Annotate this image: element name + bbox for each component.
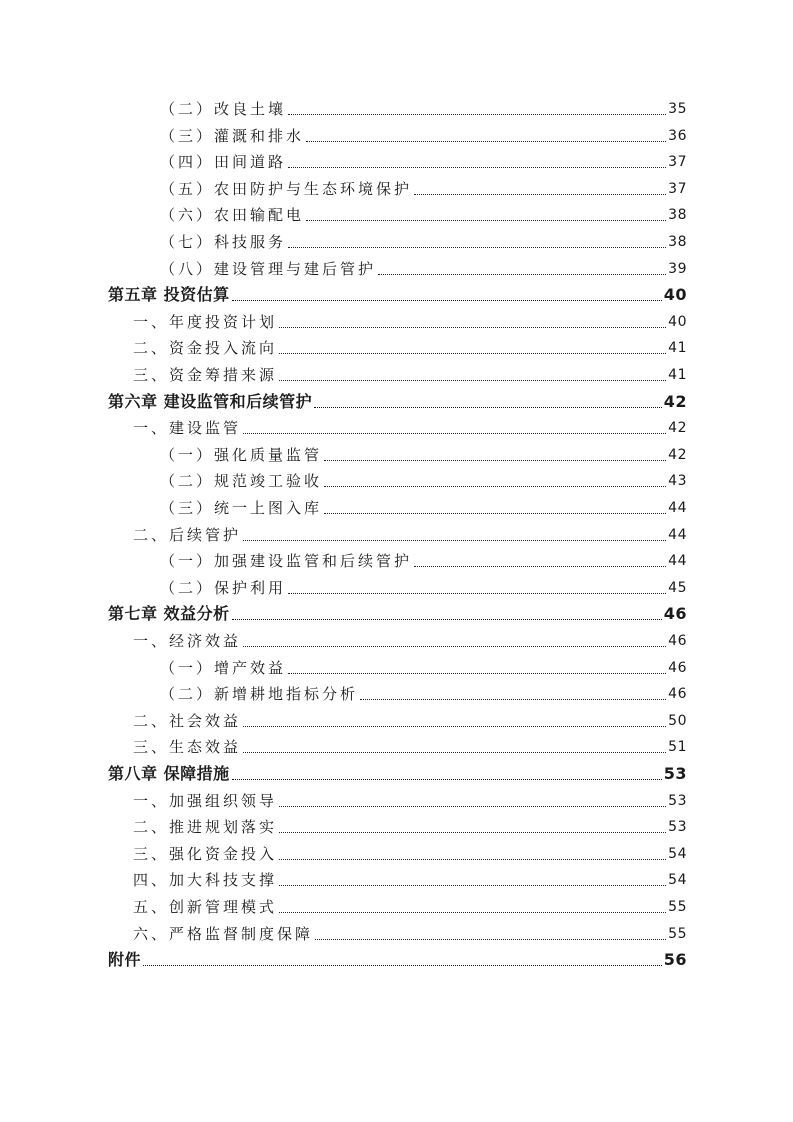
toc-entry-section[interactable] [133,522,687,546]
toc-entry-chapter[interactable] [108,601,687,625]
dot-leader [288,592,666,594]
toc-entry-section[interactable] [133,921,687,945]
toc-entry-page-number: 46 [668,660,687,676]
toc-entry-title: （八）建设管理与建后管护 [160,260,377,278]
dot-leader [288,672,666,674]
dot-leader [306,140,666,142]
toc-entry-title: （一）强化质量监管 [160,446,323,464]
toc-entry-title: （三）灌溉和排水 [160,127,305,145]
toc-entry-title: （五）农田防护与生态环境保护 [160,180,413,198]
toc-entry-sub[interactable] [160,468,687,492]
toc-entry-page-number: 45 [668,580,687,596]
toc-entry-page-number: 53 [663,764,687,783]
toc-entry-page-number: 55 [668,899,687,915]
toc-entry-page-number: 54 [668,846,687,862]
toc-entry-sub[interactable] [160,176,687,200]
toc-entry-title: 一、加强组织领导 [133,792,278,810]
toc-entry-page-number: 43 [668,473,687,489]
dot-leader [288,166,666,168]
toc-entry-page-number: 54 [668,872,687,888]
toc-entry-title: 一、年度投资计划 [133,313,278,331]
toc-entry-page-number: 42 [663,392,687,411]
toc-entry-sub[interactable] [160,681,687,705]
dot-leader [288,113,666,115]
toc-entry-page-number: 37 [668,154,687,170]
toc-entry-title: （三）统一上图入库 [160,499,323,517]
toc-entry-title: 三、强化资金投入 [133,845,278,863]
toc-entry-sub[interactable] [160,96,687,120]
toc-entry-page-number: 42 [668,420,687,436]
toc-entry-sub[interactable] [160,149,687,173]
toc-entry-title: 第八章 保障措施 [108,764,230,783]
toc-entry-title: （二）保护利用 [160,579,287,597]
toc-entry-page-number: 46 [663,604,687,623]
dot-leader [314,406,662,408]
dot-leader [243,725,666,727]
toc-entry-chapter[interactable] [108,282,687,306]
dot-leader [279,352,666,354]
dot-leader [378,273,666,275]
toc-entry-title: 六、严格监督制度保障 [133,925,314,943]
toc-entry-sub[interactable] [160,229,687,253]
toc-entry-sub[interactable] [160,123,687,147]
dot-leader [288,246,666,248]
dot-leader [414,193,666,195]
toc-entry-page-number: 41 [668,367,687,383]
dot-leader [279,831,666,833]
toc-entry-title: （七）科技服务 [160,233,287,251]
toc-entry-section[interactable] [133,734,687,758]
toc-entry-sub[interactable] [160,202,687,226]
toc-entry-title: 第七章 效益分析 [108,604,230,623]
toc-entry-title: 三、生态效益 [133,738,242,756]
toc-entry-title: 二、后续管护 [133,526,242,544]
dot-leader [306,219,666,221]
dot-leader [279,911,666,913]
toc-entry-sub[interactable] [160,256,687,280]
toc-entry-page-number: 38 [668,234,687,250]
dot-leader [360,698,666,700]
toc-entry-title: 一、建设监管 [133,419,242,437]
toc-entry-sub[interactable] [160,495,687,519]
dot-leader [315,938,666,940]
toc-entry-title: 附件 [108,950,142,969]
toc-entry-page-number: 55 [668,926,687,942]
dot-leader [279,805,666,807]
toc-entry-title: （二）新增耕地指标分析 [160,685,359,703]
toc-entry-page-number: 50 [668,713,687,729]
toc-entry-page-number: 44 [668,500,687,516]
dot-leader [232,618,662,620]
toc-entry-page-number: 53 [668,793,687,809]
dot-leader [232,299,662,301]
toc-entry-section[interactable] [133,894,687,918]
toc-entry-page-number: 41 [668,340,687,356]
toc-entry-title: 五、创新管理模式 [133,898,278,916]
toc-entry-page-number: 40 [663,285,687,304]
toc-entry-title: （二）规范竣工验收 [160,472,323,490]
toc-entry-section[interactable] [133,788,687,812]
dot-leader [279,884,666,886]
toc-entry-page-number: 46 [668,633,687,649]
dot-leader [243,539,666,541]
dot-leader [243,751,666,753]
dot-leader [324,512,666,514]
dot-leader [414,565,666,567]
dot-leader [279,326,666,328]
dot-leader [324,459,666,461]
toc-entry-title: （二）改良土壤 [160,100,287,118]
toc-entry-title: 二、推进规划落实 [133,818,278,836]
toc-entry-title: 二、资金投入流向 [133,339,278,357]
toc-entry-title: （一）加强建设监管和后续管护 [160,552,413,570]
toc-entry-page-number: 44 [668,527,687,543]
toc-entry-chapter[interactable] [108,947,687,971]
toc-entry-page-number: 56 [663,950,687,969]
toc-entry-page-number: 38 [668,207,687,223]
toc-entry-section[interactable] [133,415,687,439]
toc-entry-title: （六）农田输配电 [160,206,305,224]
toc-entry-title: 第五章 投资估算 [108,285,230,304]
toc-entry-section[interactable] [133,628,687,652]
toc-entry-sub[interactable] [160,442,687,466]
toc-entry-page-number: 51 [668,739,687,755]
dot-leader [243,432,666,434]
dot-leader [279,858,666,860]
toc-entry-title: 第六章 建设监管和后续管护 [108,392,313,411]
dot-leader [279,379,666,381]
toc-entry-title: 三、资金筹措来源 [133,366,278,384]
toc-entry-chapter[interactable] [108,389,687,413]
toc-entry-title: 四、加大科技支撑 [133,871,278,889]
toc-entry-page-number: 35 [668,101,687,117]
toc-entry-page-number: 37 [668,181,687,197]
toc-entry-section[interactable] [133,814,687,838]
toc-entry-section[interactable] [133,362,687,386]
toc-entry-title: 二、社会效益 [133,712,242,730]
dot-leader [143,964,662,966]
dot-leader [243,645,666,647]
toc-entry-section[interactable] [133,335,687,359]
toc-entry-title: （一）增产效益 [160,659,287,677]
dot-leader [324,485,666,487]
toc-entry-section[interactable] [133,867,687,891]
toc-entry-title: 一、经济效益 [133,632,242,650]
toc-entry-page-number: 40 [668,314,687,330]
toc-entry-page-number: 39 [668,261,687,277]
toc-entry-section[interactable] [133,841,687,865]
toc-entry-page-number: 42 [668,447,687,463]
toc-entry-title: （四）田间道路 [160,153,287,171]
toc-entry-page-number: 46 [668,686,687,702]
toc-entry-sub[interactable] [160,548,687,572]
dot-leader [232,778,662,780]
toc-entry-sub[interactable] [160,655,687,679]
toc-entry-page-number: 36 [668,128,687,144]
toc-entry-page-number: 44 [668,553,687,569]
toc-entry-page-number: 53 [668,819,687,835]
toc-entry-section[interactable] [133,708,687,732]
toc-entry-section[interactable] [133,309,687,333]
toc-entry-sub[interactable] [160,575,687,599]
toc-entry-chapter[interactable] [108,761,687,785]
